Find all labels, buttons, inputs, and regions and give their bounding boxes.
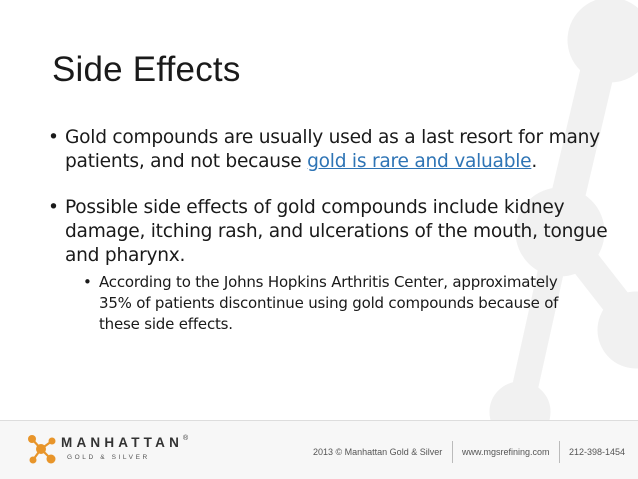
footer-copyright: 2013 © Manhattan Gold & Silver — [313, 447, 443, 457]
footer-phone: 212-398-1454 — [569, 447, 626, 457]
bullet-text: Gold compounds are usually used as a last resort for many patients, and not because — [65, 127, 600, 172]
brand-name-text: MANHATTAN — [61, 435, 184, 450]
footer-website-link[interactable]: www.mgsrefining.com — [462, 447, 550, 457]
gold-rare-link[interactable]: gold is rare and valuable — [307, 151, 532, 172]
slide-content — [48, 126, 608, 335]
brand-subtitle: GOLD & SILVER — [67, 454, 150, 461]
footer-divider — [559, 441, 560, 463]
bullet-punct: . — [531, 151, 538, 172]
bullet-side-effects: • Possible side effects of gold compounds include kidney damage, itching rash, and ulcerations of the mouth, tongue and pharynx. — [48, 196, 608, 268]
sub-bullet-johns-hopkins: • According to the Johns Hopkins Arthritis Center, approximately 35% of patients discontinue using gold compounds because of these side effects. — [83, 272, 569, 335]
slide-title: Side Effects — [52, 50, 241, 89]
manhattan-logo-icon — [24, 431, 58, 467]
footer-bar — [0, 420, 638, 479]
brand-name — [61, 435, 188, 450]
registered-mark: ® — [183, 435, 189, 442]
footer-divider — [452, 441, 453, 463]
bullet-gold-last-resort — [48, 126, 608, 174]
